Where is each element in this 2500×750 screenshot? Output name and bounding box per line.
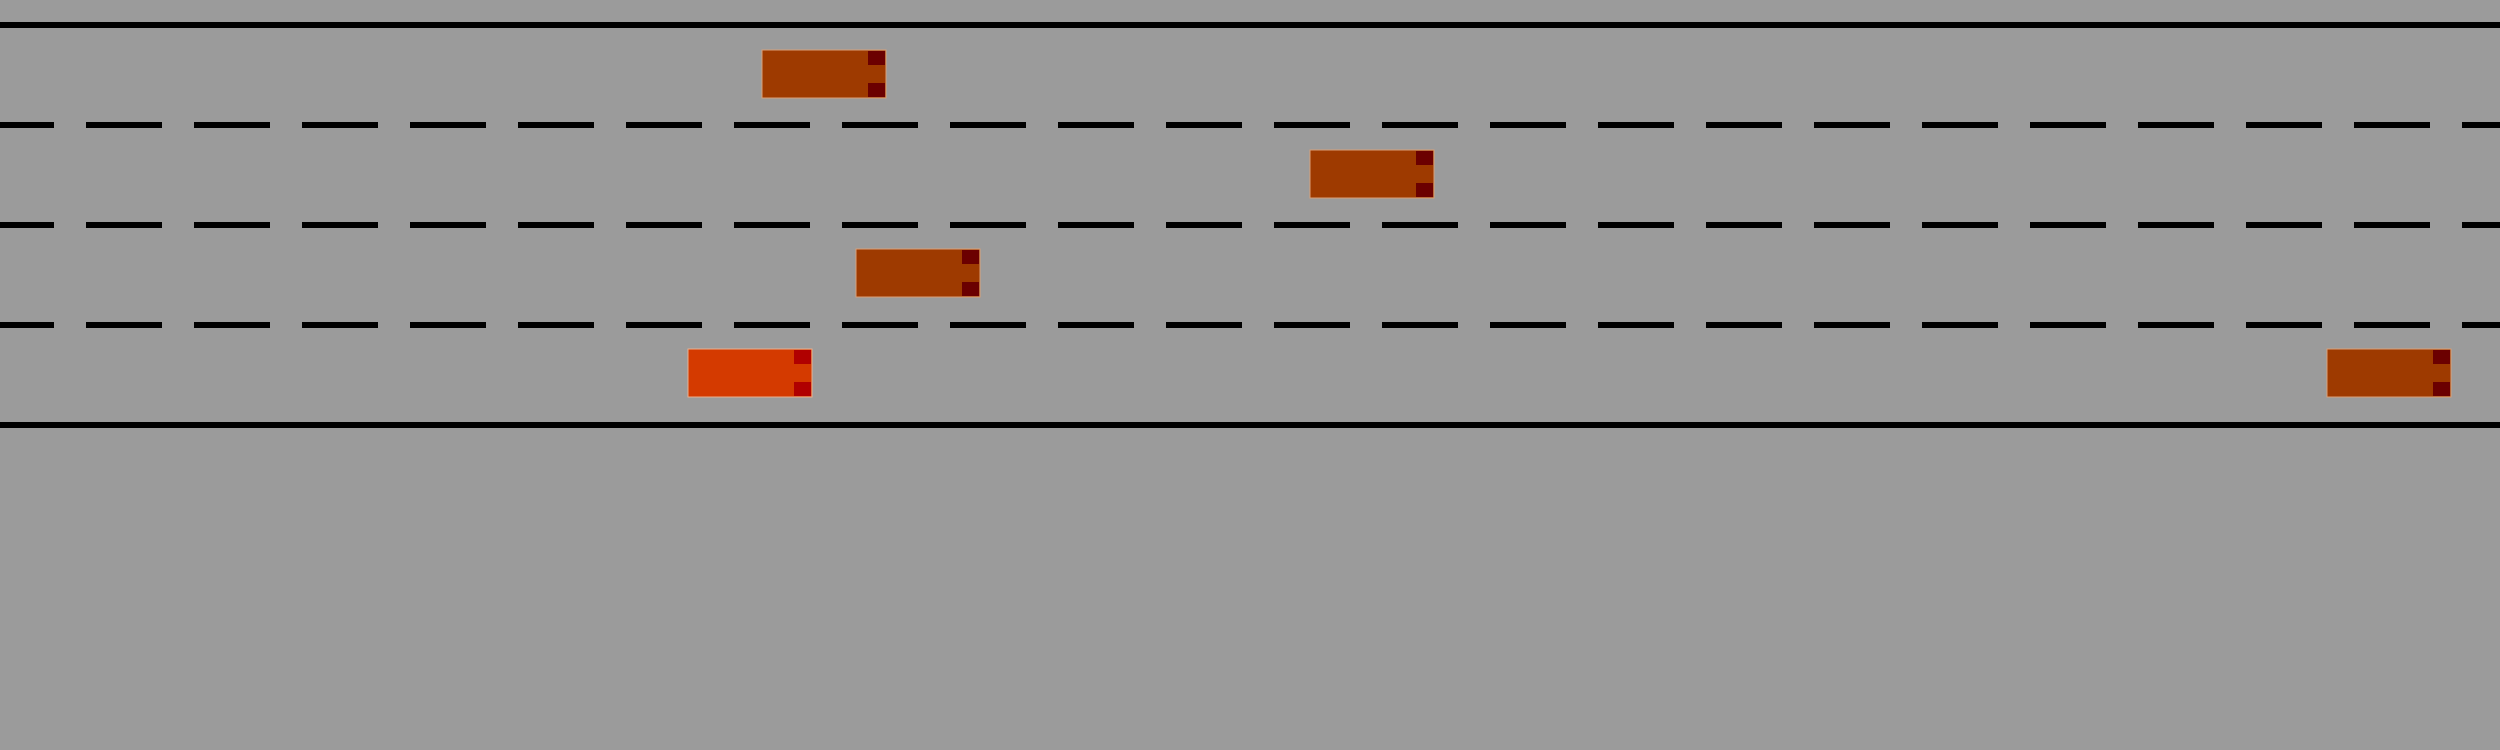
vehicle-2 — [1310, 150, 1434, 198]
tail-light — [794, 382, 811, 396]
tail-light — [962, 282, 979, 296]
tail-light — [2433, 382, 2450, 396]
tail-light — [868, 83, 885, 97]
tail-light — [868, 51, 885, 65]
tail-light — [962, 250, 979, 264]
tail-light — [1416, 151, 1433, 165]
vehicle-1 — [762, 50, 886, 98]
vehicle-3 — [856, 249, 980, 297]
car-body — [688, 349, 812, 397]
car-body — [762, 50, 886, 98]
tail-light — [2433, 350, 2450, 364]
tail-light — [1416, 183, 1433, 197]
road-edge-bottom — [0, 422, 2500, 428]
road-edge-top — [0, 22, 2500, 28]
vehicle-4 — [2327, 349, 2451, 397]
car-body — [1310, 150, 1434, 198]
car-body — [856, 249, 980, 297]
car-body — [2327, 349, 2451, 397]
tail-light — [794, 350, 811, 364]
ego-vehicle — [688, 349, 812, 397]
